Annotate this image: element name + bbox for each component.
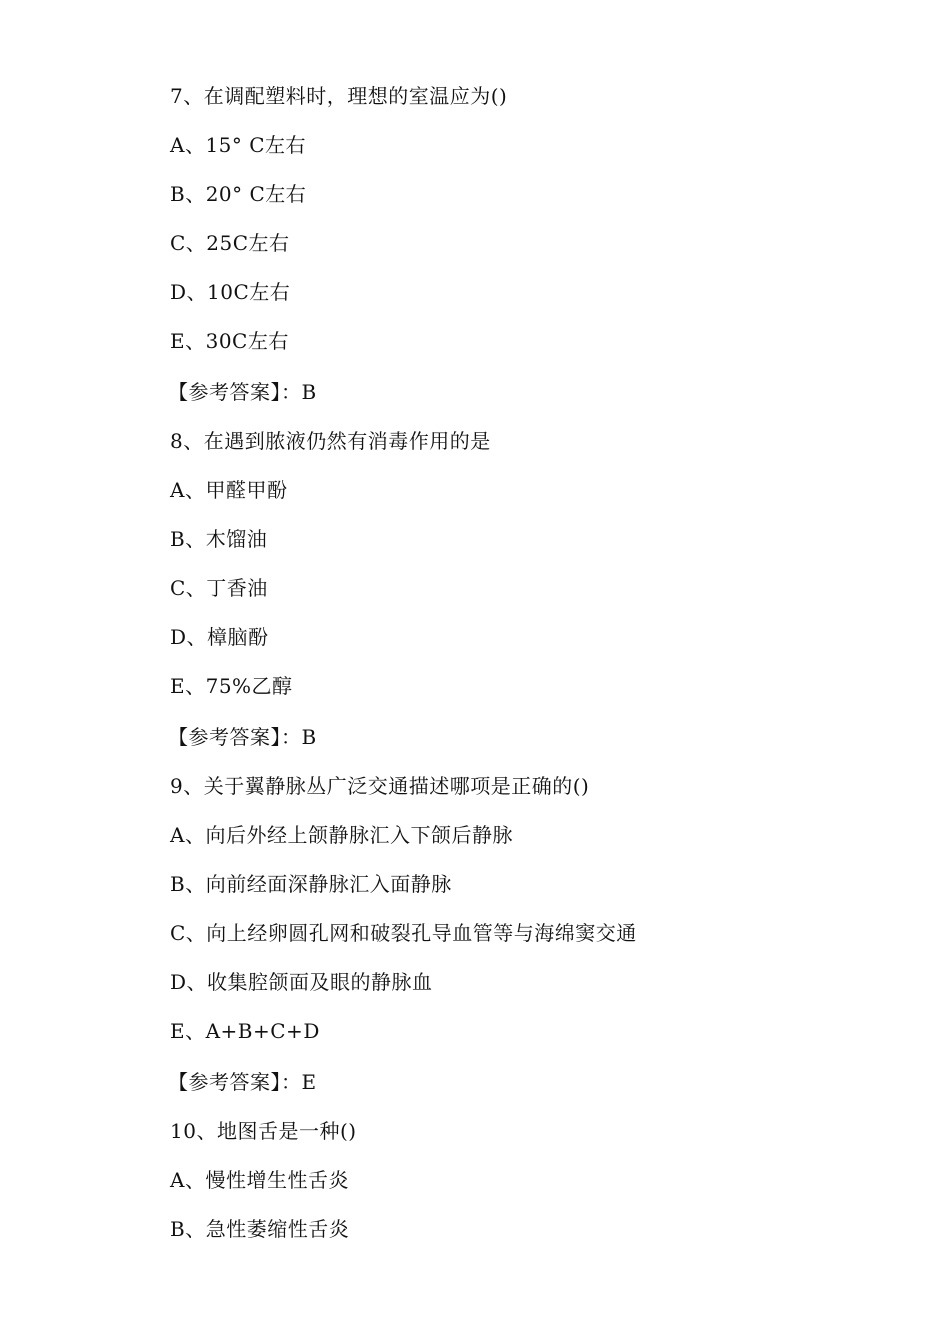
question-7-option-e: E、30C左右 xyxy=(170,329,289,353)
question-8-option-d: D、樟脑酚 xyxy=(170,625,269,649)
question-7-option-b: B、20° C左右 xyxy=(170,182,307,206)
question-7-option-d: D、10C左右 xyxy=(170,280,291,304)
question-10-option-b: B、急性萎缩性舌炎 xyxy=(170,1217,350,1241)
question-8-option-c: C、丁香油 xyxy=(170,576,268,600)
question-7-answer: 【参考答案】：B xyxy=(168,380,317,404)
question-8-option-b: B、木馏油 xyxy=(170,527,268,551)
question-10-stem: 10、地图舌是一种() xyxy=(170,1119,357,1143)
question-9-stem: 9、关于翼静脉丛广泛交通描述哪项是正确的() xyxy=(170,774,590,798)
question-8-option-e: E、75%乙醇 xyxy=(170,674,293,698)
question-8-stem: 8、在遇到脓液仍然有消毒作用的是 xyxy=(170,429,491,453)
question-8-option-a: A、甲醛甲酚 xyxy=(170,478,288,502)
question-8-answer: 【参考答案】：B xyxy=(168,725,317,749)
question-9-option-b: B、向前经面深静脉汇入面静脉 xyxy=(170,872,452,896)
question-9-option-c: C、向上经卵圆孔网和破裂孔导血管等与海绵窦交通 xyxy=(170,921,637,945)
question-9-answer: 【参考答案】：E xyxy=(168,1070,317,1094)
question-9-option-d: D、收集腔颌面及眼的静脉血 xyxy=(170,970,433,994)
question-7-option-c: C、25C左右 xyxy=(170,231,290,255)
question-9-option-e: E、A+B+C+D xyxy=(170,1019,320,1043)
question-7-option-a: A、15° C左右 xyxy=(170,133,307,157)
question-7-stem: 7、在调配塑料时，理想的室温应为() xyxy=(170,84,508,108)
question-9-option-a: A、向后外经上颌静脉汇入下颌后静脉 xyxy=(170,823,513,847)
question-10-option-a: A、慢性增生性舌炎 xyxy=(170,1168,349,1192)
